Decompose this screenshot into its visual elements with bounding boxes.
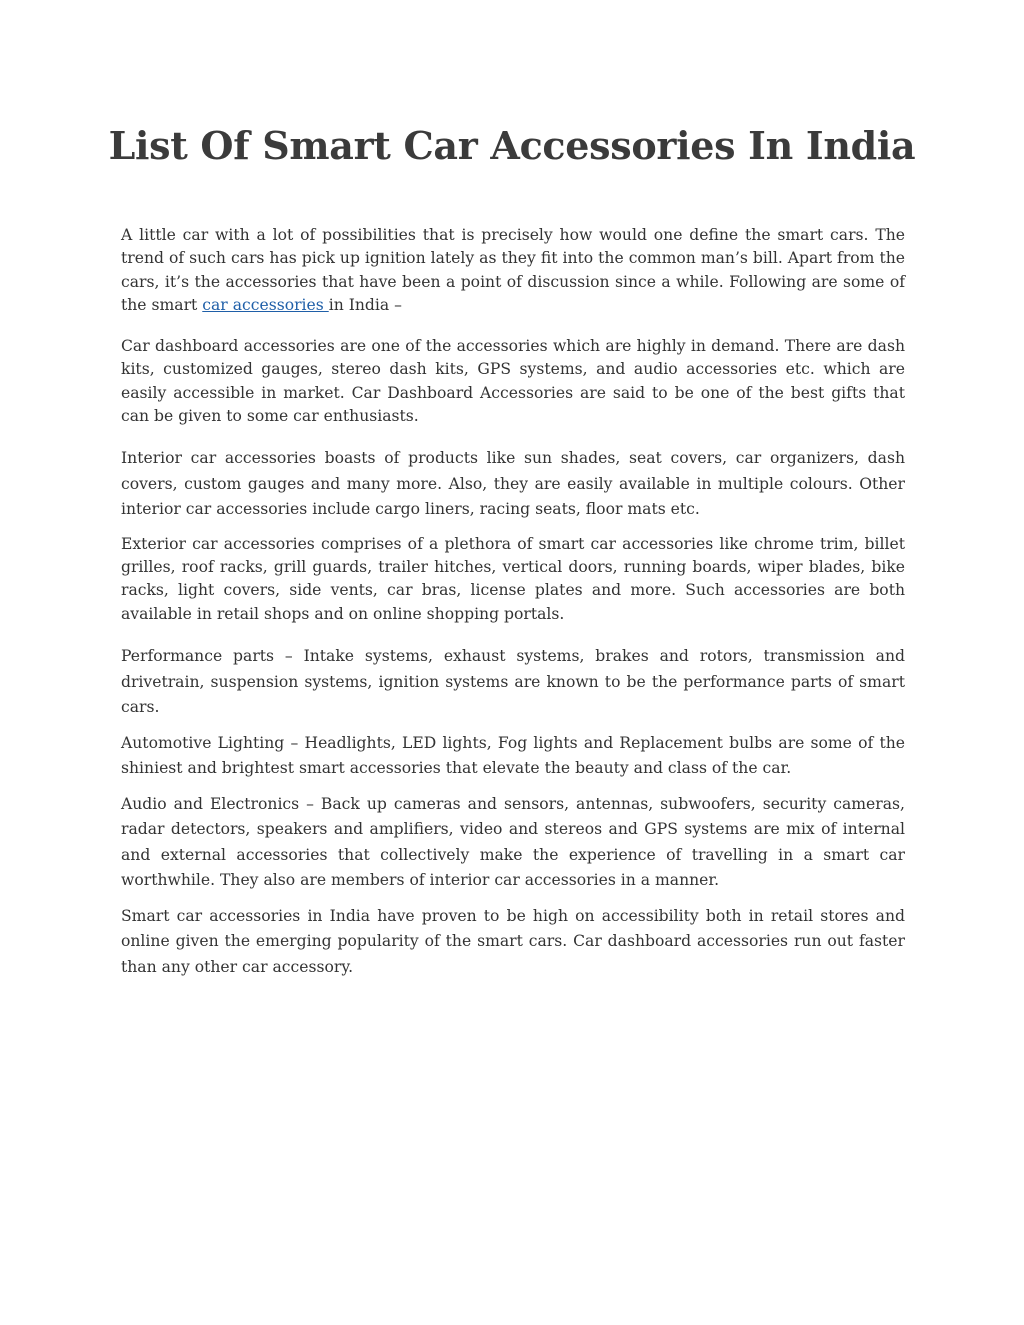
paragraph-performance-parts: Performance parts – Intake systems, exhaust systems, brakes and rotors, transmission and drivetrain, suspension systems, ignition systems are known to be the performance parts of smart cars. <box>121 647 905 717</box>
intro-paragraph <box>121 224 905 317</box>
car-accessories-link[interactable]: car accessories <box>202 295 329 314</box>
intro-text-after-link: in India – <box>328 295 402 314</box>
paragraph-exterior-accessories: Exterior car accessories comprises of a plethora of smart car accessories like chrome trim, billet grilles, roof racks, grill guards, trailer hitches, vertical doors, running boards, wiper blades, bike racks, light covers, side vents, car bras, license plates and more. Such accessories are both available in retail shops and on online shopping portals. <box>121 534 905 623</box>
page-title: List Of Smart Car Accessories In India <box>108 123 916 168</box>
paragraph-interior-accessories: Interior car accessories boasts of products like sun shades, seat covers, car organizers, dash covers, custom gauges and many more. Also, they are easily available in multiple colours. Other interior car accessories include cargo liners, racing seats, floor mats etc. <box>121 449 905 519</box>
intro-text-before-link: A little car with a lot of possibilities that is precisely how would one define the smart cars. The trend of such cars has pick up ignition lately as they fit into the common man’s bill. Apart from the cars, it’s the accessories that have been a point of discussion since a while. Following are some of the smart <box>121 226 905 314</box>
paragraph-audio-electronics: Audio and Electronics – Back up cameras and sensors, antennas, subwoofers, security cameras, radar detectors, speakers and amplifiers, video and stereos and GPS systems are mix of internal and external accessories that collectively make the experience of travelling in a smart car worthwhile. They also are members of interior car accessories in a manner. <box>121 794 905 890</box>
document-body <box>121 224 905 990</box>
paragraph-automotive-lighting: Automotive Lighting – Headlights, LED lights, Fog lights and Replacement bulbs are some of the shiniest and brightest smart accessories that elevate the beauty and class of the car. <box>121 733 905 778</box>
paragraph-conclusion: Smart car accessories in India have proven to be high on accessibility both in retail stores and online given the emerging popularity of the smart cars. Car dashboard accessories run out faster than any other car accessory. <box>121 906 905 976</box>
paragraph-dashboard-accessories: Car dashboard accessories are one of the accessories which are highly in demand. There are dash kits, customized gauges, stereo dash kits, GPS systems, and audio accessories etc. which are easily accessible in market. Car Dashboard Accessories are said to be one of the best gifts that can be given to some car enthusiasts. <box>121 337 905 426</box>
